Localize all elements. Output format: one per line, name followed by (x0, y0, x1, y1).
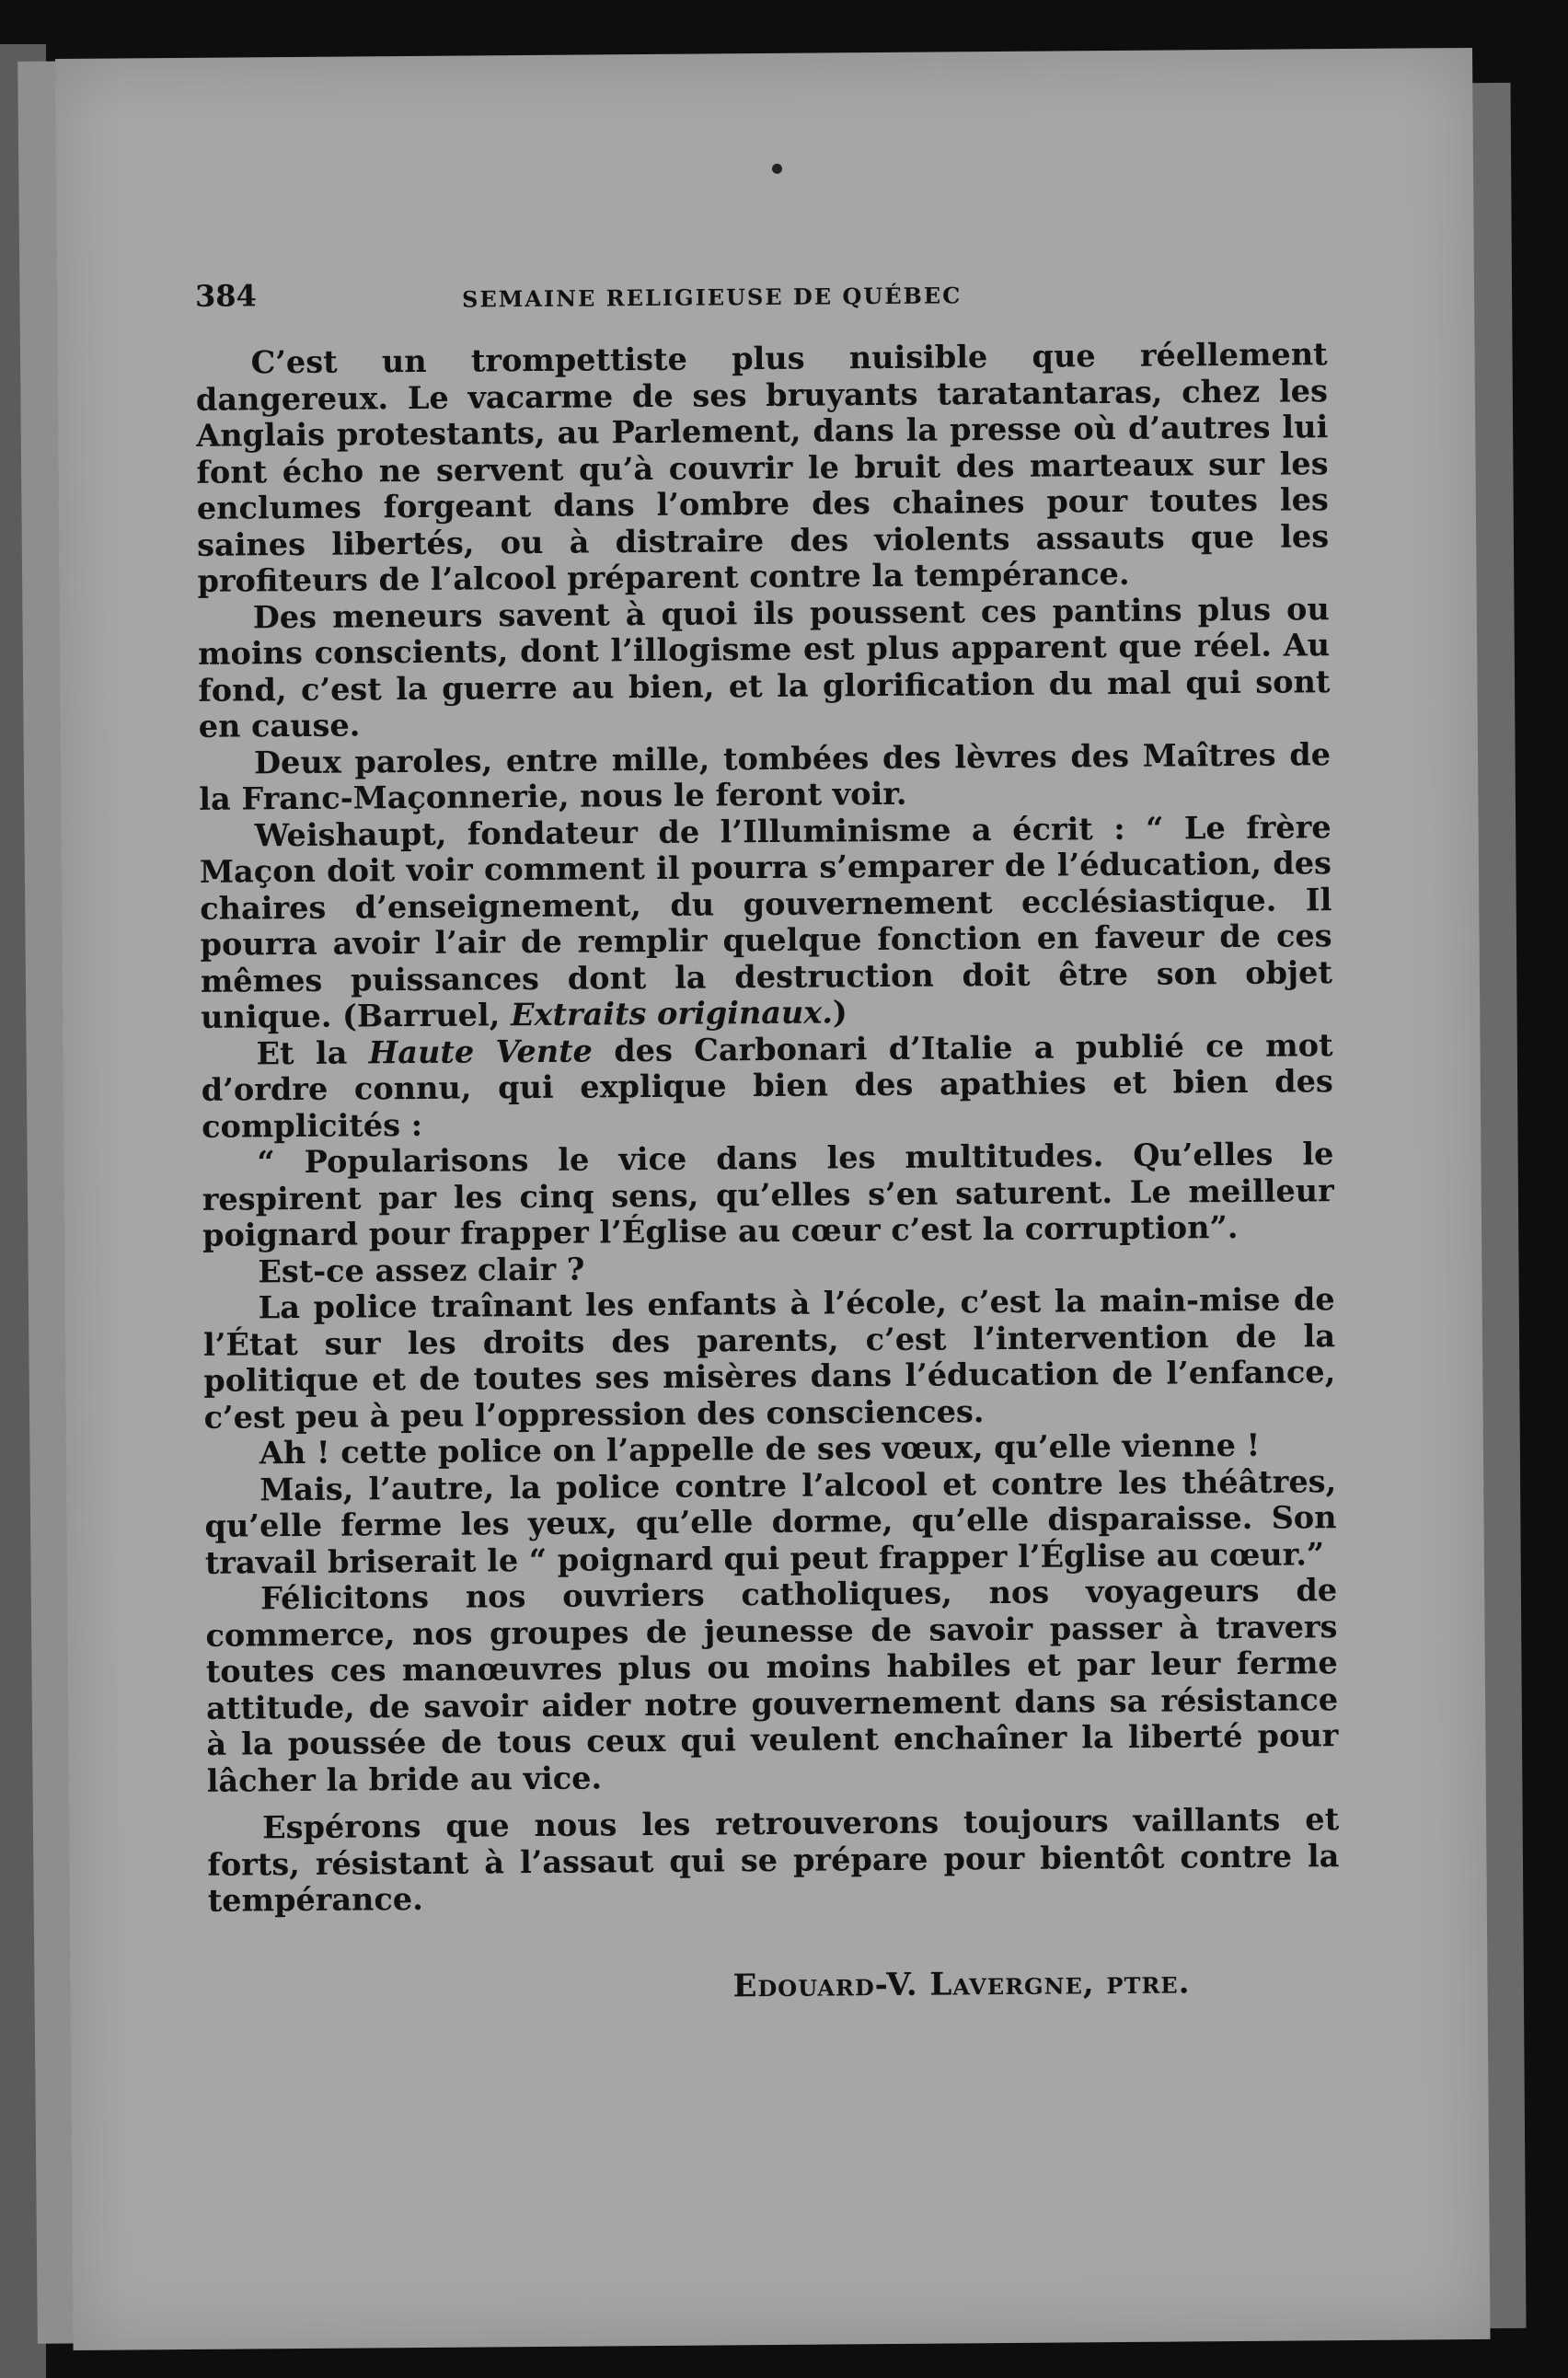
paragraph-5 (201, 1027, 1333, 1145)
citation-close: ) (832, 994, 847, 1031)
paragraph-1: C’est un trompettiste plus nuisible que réellement dangereux. Le vacarme de ses bruyants taratantaras, chez les Anglais protestants, au Parlement, dans la presse où d’autres lui font écho ne servent qu’à couvrir le bruit des marteaux sur les enclumes forgeant dans l’ombre des chaines pour toutes les saines libertés, ou à distraire des violents assauts que les profiteurs de l’alcool préparent contre la tempérance. (195, 336, 1330, 599)
citation-open: (Barruel, (341, 997, 512, 1034)
paragraph-6: “ Popularisons le vice dans les multitudes. Qu’elles le respirent par les cinq sens, qu’elles s’en saturent. Le meilleur poignard pour frapper l’Église au cœur c’est la corruption”. (202, 1136, 1334, 1253)
paragraph-11: Félicitons nos ouvriers catholiques, nos voyageurs de commerce, nos groupes de jeunesse de savoir passer à travers toutes ces manœuvres plus ou moins habiles et par leur ferme attitude, de savoir aider notre gouvernement dans sa résistance à la poussée de tous ceux qui veulent enchaîner la liberté pour lâcher la bride au vice. (205, 1572, 1339, 1799)
paragraph-10: Mais, l’autre, la police contre l’alcool et contre les théâtres, qu’elle ferme les yeux, qu’elle dorme, qu’elle disparaisse. Son travail briserait le “ poignard qui peut frapper l’Église au cœur.” (204, 1462, 1337, 1581)
weishaupt-quote: Weishaupt, fondateur de l’Illuminisme a écrit : “ Le frère Maçon doit voir comment il pourra s’emparer de l’éducation, des chaires d’enseignement, du gouvernement ecclésiastique. Il pourra avoir l’air de remplir quelque fonction en faveur de ces mêmes puissances dont la destruction doit être son objet unique. (199, 808, 1333, 1035)
paragraph-8: La police traînant les enfants à l’école, c’est la main-mise de l’État sur les droits des parents, c’est l’intervention de la politique et de toutes ses misères dans l’éducation de l’enfance, c’est peu à peu l’oppression des consciences. (202, 1281, 1336, 1436)
page-number: 384 (194, 278, 257, 314)
paragraph-4 (200, 809, 1333, 1036)
ink-dot-mark (772, 164, 782, 174)
author-signature: Edouard-V. Lavergne, ptre. (732, 1964, 1191, 2005)
haute-vente-lead: Et la (256, 1034, 348, 1071)
paragraph-7: Est-ce assez clair ? (258, 1251, 585, 1289)
citation-title: Extraits originaux. (510, 994, 834, 1033)
document-page (55, 48, 1491, 2350)
article-body (195, 336, 1339, 1919)
haute-vente-title: Haute Vente (368, 1032, 594, 1070)
running-head: SEMAINE RELIGIEUSE DE QUÉBEC (461, 282, 963, 313)
paragraph-9: Ah ! cette police on l’appelle de ses vœux, qu’elle vienne ! (259, 1426, 1261, 1472)
page-header (195, 270, 1327, 325)
paragraph-3: Deux paroles, entre mille, tombées des lèvres des Maîtres de la Franc-Maçonnerie, nous le feront voir. (199, 735, 1332, 817)
haute-vente-rest: des Carbonari d’Italie a publié ce mot d’ordre connu, qui explique bien des apathies et bien des complicités : (201, 1026, 1333, 1145)
paragraph-2: Des meneurs savent à quoi ils poussent ces pantins plus ou moins conscients, dont l’illogisme est plus apparent que réel. Au fond, c’est la guerre au bien, et la glorification du mal qui sont en cause. (197, 590, 1331, 745)
paragraph-12: Espérons que nous les retrouverons toujours vaillants et forts, résistant à l’assaut qui se prépare pour bientôt contre la tempérance. (207, 1801, 1340, 1919)
